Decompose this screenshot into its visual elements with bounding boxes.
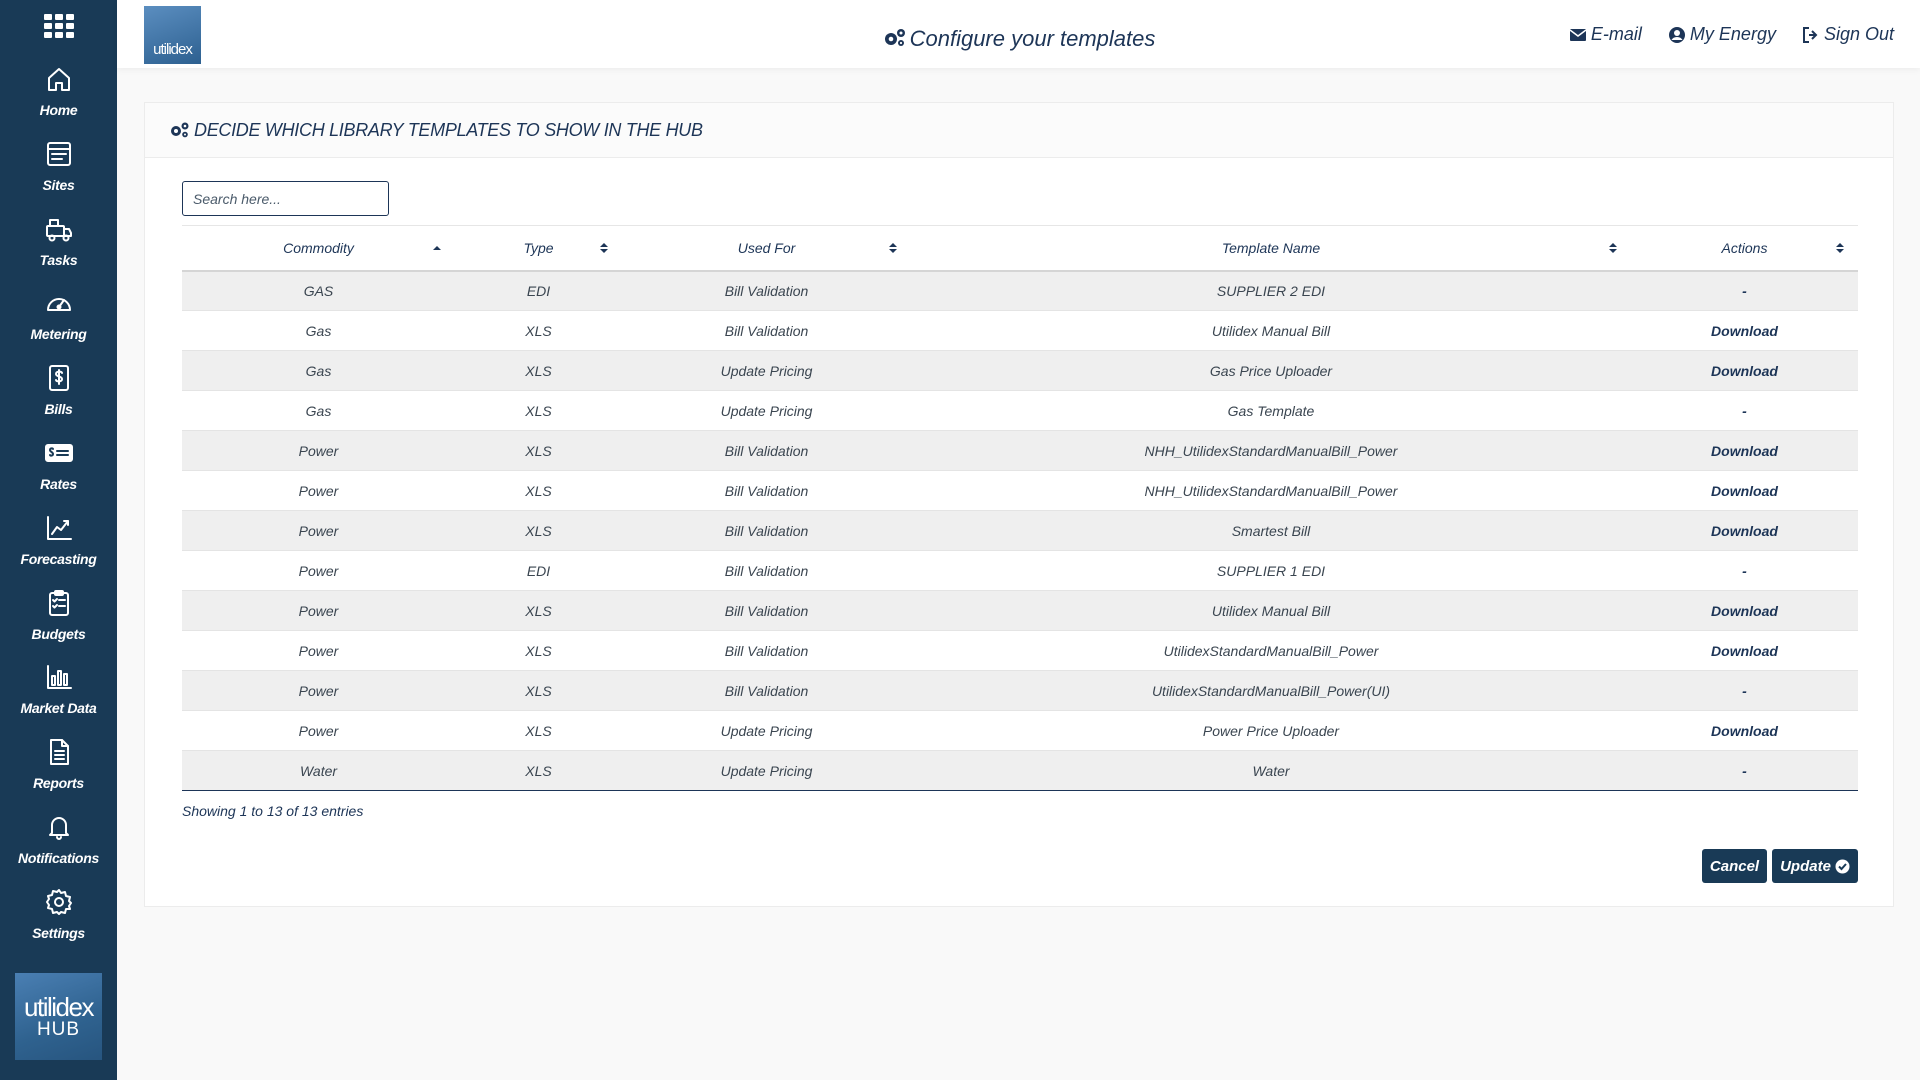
gauge-icon bbox=[44, 288, 74, 318]
sidebar-item-label: Bills bbox=[44, 401, 73, 418]
sidebar-item-settings[interactable] bbox=[0, 883, 117, 958]
clipboard-icon bbox=[44, 588, 74, 618]
cell-template-name: SUPPLIER 1 EDI bbox=[911, 551, 1631, 591]
templates-table bbox=[182, 225, 1858, 791]
sidebar bbox=[0, 0, 117, 1080]
bill-icon bbox=[44, 363, 74, 393]
top-header bbox=[117, 0, 1920, 68]
utilidex-hub-logo bbox=[15, 973, 102, 1060]
cell-used-for: Bill Validation bbox=[622, 551, 911, 591]
home-icon bbox=[44, 64, 74, 94]
download-link[interactable]: Download bbox=[1631, 511, 1858, 551]
templates-card bbox=[144, 102, 1894, 907]
top-links bbox=[1569, 24, 1894, 45]
cell-commodity: GAS bbox=[182, 271, 455, 311]
column-header-label: Type bbox=[523, 239, 554, 256]
sign-out-link-label: Sign Out bbox=[1823, 24, 1894, 44]
column-header-commodity[interactable] bbox=[182, 226, 455, 271]
check-circle-icon bbox=[1835, 859, 1850, 874]
cell-template-name: NHH_UtilidexStandardManualBill_Power bbox=[911, 431, 1631, 471]
download-link[interactable]: Download bbox=[1631, 351, 1858, 391]
cell-commodity: Power bbox=[182, 711, 455, 751]
cell-commodity: Power bbox=[182, 551, 455, 591]
cell-template-name: Smartest Bill bbox=[911, 511, 1631, 551]
sort-icon bbox=[889, 241, 897, 255]
column-header-template-name[interactable] bbox=[911, 226, 1631, 271]
cell-type: XLS bbox=[455, 591, 622, 631]
cell-type: XLS bbox=[455, 631, 622, 671]
logo-wordmark: utilidex bbox=[24, 991, 93, 1022]
cell-type: XLS bbox=[455, 511, 622, 551]
page-title-text: Configure your templates bbox=[909, 26, 1156, 51]
update-button[interactable] bbox=[1772, 849, 1858, 883]
card-title: DECIDE WHICH LIBRARY TEMPLATES TO SHOW IN THE HUB bbox=[194, 119, 703, 140]
cell-used-for: Bill Validation bbox=[622, 591, 911, 631]
cell-commodity: Water bbox=[182, 751, 455, 791]
sidebar-item-tasks[interactable] bbox=[0, 210, 117, 285]
cell-template-name: UtilidexStandardManualBill_Power(UI) bbox=[911, 671, 1631, 711]
cell-template-name: Utilidex Manual Bill bbox=[911, 591, 1631, 631]
sidebar-item-rates[interactable] bbox=[0, 434, 117, 509]
search-input[interactable] bbox=[182, 181, 389, 216]
download-link[interactable]: Download bbox=[1631, 591, 1858, 631]
cell-commodity: Power bbox=[182, 511, 455, 551]
table-row[interactable] bbox=[182, 351, 1858, 391]
column-header-label: Commodity bbox=[283, 239, 354, 256]
sign-out-icon bbox=[1802, 26, 1820, 44]
logo-hub-text: HUB bbox=[36, 1018, 81, 1040]
table-row[interactable] bbox=[182, 391, 1858, 431]
cell-type: EDI bbox=[455, 551, 622, 591]
sidebar-item-label: Tasks bbox=[39, 251, 78, 268]
column-header-actions[interactable] bbox=[1631, 226, 1858, 271]
tasks-icon bbox=[44, 214, 74, 244]
gears-icon bbox=[169, 121, 190, 139]
cell-type: XLS bbox=[455, 751, 622, 791]
sidebar-item-label: Forecasting bbox=[20, 550, 97, 567]
cell-used-for: Update Pricing bbox=[622, 751, 911, 791]
gears-icon bbox=[882, 27, 906, 49]
sidebar-item-reports[interactable] bbox=[0, 733, 117, 808]
document-icon bbox=[44, 737, 74, 767]
cell-commodity: Gas bbox=[182, 391, 455, 431]
download-link[interactable]: Download bbox=[1631, 711, 1858, 751]
sidebar-item-bills[interactable] bbox=[0, 359, 117, 434]
cell-type: XLS bbox=[455, 711, 622, 751]
cell-type: XLS bbox=[455, 311, 622, 351]
cell-action: - bbox=[1631, 751, 1858, 791]
sidebar-item-forecasting[interactable] bbox=[0, 509, 117, 584]
sort-icon bbox=[1836, 241, 1844, 255]
sidebar-item-home[interactable] bbox=[0, 60, 117, 135]
column-header-used-for[interactable] bbox=[622, 226, 911, 271]
cell-template-name: Gas Template bbox=[911, 391, 1631, 431]
sort-icon bbox=[600, 241, 608, 255]
cell-type: XLS bbox=[455, 671, 622, 711]
download-link[interactable]: Download bbox=[1631, 311, 1858, 351]
entries-info: Showing 1 to 13 of 13 entries bbox=[182, 803, 364, 819]
cell-commodity: Power bbox=[182, 591, 455, 631]
gear-icon bbox=[44, 887, 74, 917]
cell-template-name: Water bbox=[911, 751, 1631, 791]
sidebar-item-label: Reports bbox=[33, 775, 84, 792]
cell-template-name: Power Price Uploader bbox=[911, 711, 1631, 751]
cell-used-for: Bill Validation bbox=[622, 471, 911, 511]
bell-icon bbox=[44, 812, 74, 842]
table-row[interactable] bbox=[182, 271, 1858, 311]
cell-type: XLS bbox=[455, 471, 622, 511]
email-link-label: E-mail bbox=[1590, 24, 1642, 44]
cell-used-for: Update Pricing bbox=[622, 391, 911, 431]
table-row[interactable] bbox=[182, 511, 1858, 551]
bar-chart-icon bbox=[44, 662, 74, 692]
cell-action: - bbox=[1631, 671, 1858, 711]
sidebar-item-label: Sites bbox=[42, 176, 75, 193]
my-energy-link-label: My Energy bbox=[1689, 24, 1776, 44]
sidebar-item-label: Settings bbox=[32, 924, 85, 941]
cell-template-name: NHH_UtilidexStandardManualBill_Power bbox=[911, 471, 1631, 511]
cell-used-for: Bill Validation bbox=[622, 311, 911, 351]
column-header-type[interactable] bbox=[455, 226, 622, 271]
cell-template-name: UtilidexStandardManualBill_Power bbox=[911, 631, 1631, 671]
sidebar-item-budgets[interactable] bbox=[0, 584, 117, 659]
download-link[interactable]: Download bbox=[1631, 431, 1858, 471]
table-row[interactable] bbox=[182, 711, 1858, 751]
table-header-row bbox=[182, 226, 1858, 271]
download-link[interactable]: Download bbox=[1631, 471, 1858, 511]
chart-line-icon bbox=[44, 513, 74, 543]
sort-asc-icon bbox=[433, 241, 441, 255]
cell-used-for: Bill Validation bbox=[622, 271, 911, 311]
cell-type: XLS bbox=[455, 431, 622, 471]
column-header-label: Template Name bbox=[1221, 239, 1321, 256]
table-row[interactable] bbox=[182, 751, 1858, 791]
cell-template-name: SUPPLIER 2 EDI bbox=[911, 271, 1631, 311]
cell-used-for: Bill Validation bbox=[622, 631, 911, 671]
sidebar-item-label: Budgets bbox=[31, 625, 86, 642]
cell-type: XLS bbox=[455, 391, 622, 431]
table-row[interactable] bbox=[182, 551, 1858, 591]
table-row[interactable] bbox=[182, 431, 1858, 471]
table-row[interactable] bbox=[182, 591, 1858, 631]
sidebar-item-label: Metering bbox=[30, 326, 87, 343]
cell-commodity: Gas bbox=[182, 351, 455, 391]
cell-commodity: Power bbox=[182, 631, 455, 671]
cell-template-name: Gas Price Uploader bbox=[911, 351, 1631, 391]
apps-grid-icon[interactable] bbox=[44, 14, 74, 38]
cell-commodity: Gas bbox=[182, 311, 455, 351]
table-row[interactable] bbox=[182, 631, 1858, 671]
sidebar-item-notifications[interactable] bbox=[0, 808, 117, 883]
sort-icon bbox=[1609, 241, 1617, 255]
column-header-label: Used For bbox=[737, 239, 796, 256]
sidebar-item-label: Rates bbox=[40, 475, 77, 492]
cell-type: XLS bbox=[455, 351, 622, 391]
sites-icon bbox=[44, 139, 74, 169]
cancel-button[interactable] bbox=[1702, 849, 1767, 883]
column-header-label: Actions bbox=[1721, 239, 1768, 256]
cell-action: - bbox=[1631, 271, 1858, 311]
sidebar-item-sites[interactable] bbox=[0, 135, 117, 210]
cell-commodity: Power bbox=[182, 671, 455, 711]
email-link[interactable] bbox=[1569, 24, 1642, 45]
cell-action: - bbox=[1631, 551, 1858, 591]
sidebar-item-metering[interactable] bbox=[0, 284, 117, 359]
user-circle-icon bbox=[1668, 26, 1686, 44]
envelope-icon bbox=[1569, 26, 1587, 44]
sidebar-item-label: Home bbox=[39, 102, 78, 118]
sidebar-item-label: Market Data bbox=[20, 700, 97, 717]
sidebar-nav bbox=[0, 60, 117, 958]
sign-out-link[interactable] bbox=[1802, 24, 1894, 45]
download-link[interactable]: Download bbox=[1631, 631, 1858, 671]
update-button-label: Update bbox=[1780, 857, 1831, 875]
cell-template-name: Utilidex Manual Bill bbox=[911, 311, 1631, 351]
cell-used-for: Update Pricing bbox=[622, 711, 911, 751]
cell-used-for: Bill Validation bbox=[622, 671, 911, 711]
sidebar-item-market-data[interactable] bbox=[0, 658, 117, 733]
cell-commodity: Power bbox=[182, 471, 455, 511]
cell-action: - bbox=[1631, 391, 1858, 431]
cell-used-for: Bill Validation bbox=[622, 431, 911, 471]
cell-type: EDI bbox=[455, 271, 622, 311]
cell-used-for: Update Pricing bbox=[622, 351, 911, 391]
cell-used-for: Bill Validation bbox=[622, 511, 911, 551]
cancel-button-label: Cancel bbox=[1709, 857, 1760, 875]
table-row[interactable] bbox=[182, 671, 1858, 711]
table-row[interactable] bbox=[182, 311, 1858, 351]
my-energy-link[interactable] bbox=[1668, 24, 1776, 45]
table-row[interactable] bbox=[182, 471, 1858, 511]
rates-icon bbox=[44, 438, 74, 468]
sidebar-item-label: Notifications bbox=[18, 849, 99, 866]
cell-commodity: Power bbox=[182, 431, 455, 471]
card-header bbox=[145, 103, 1893, 158]
brand-logo-text: utilidex bbox=[153, 41, 192, 58]
